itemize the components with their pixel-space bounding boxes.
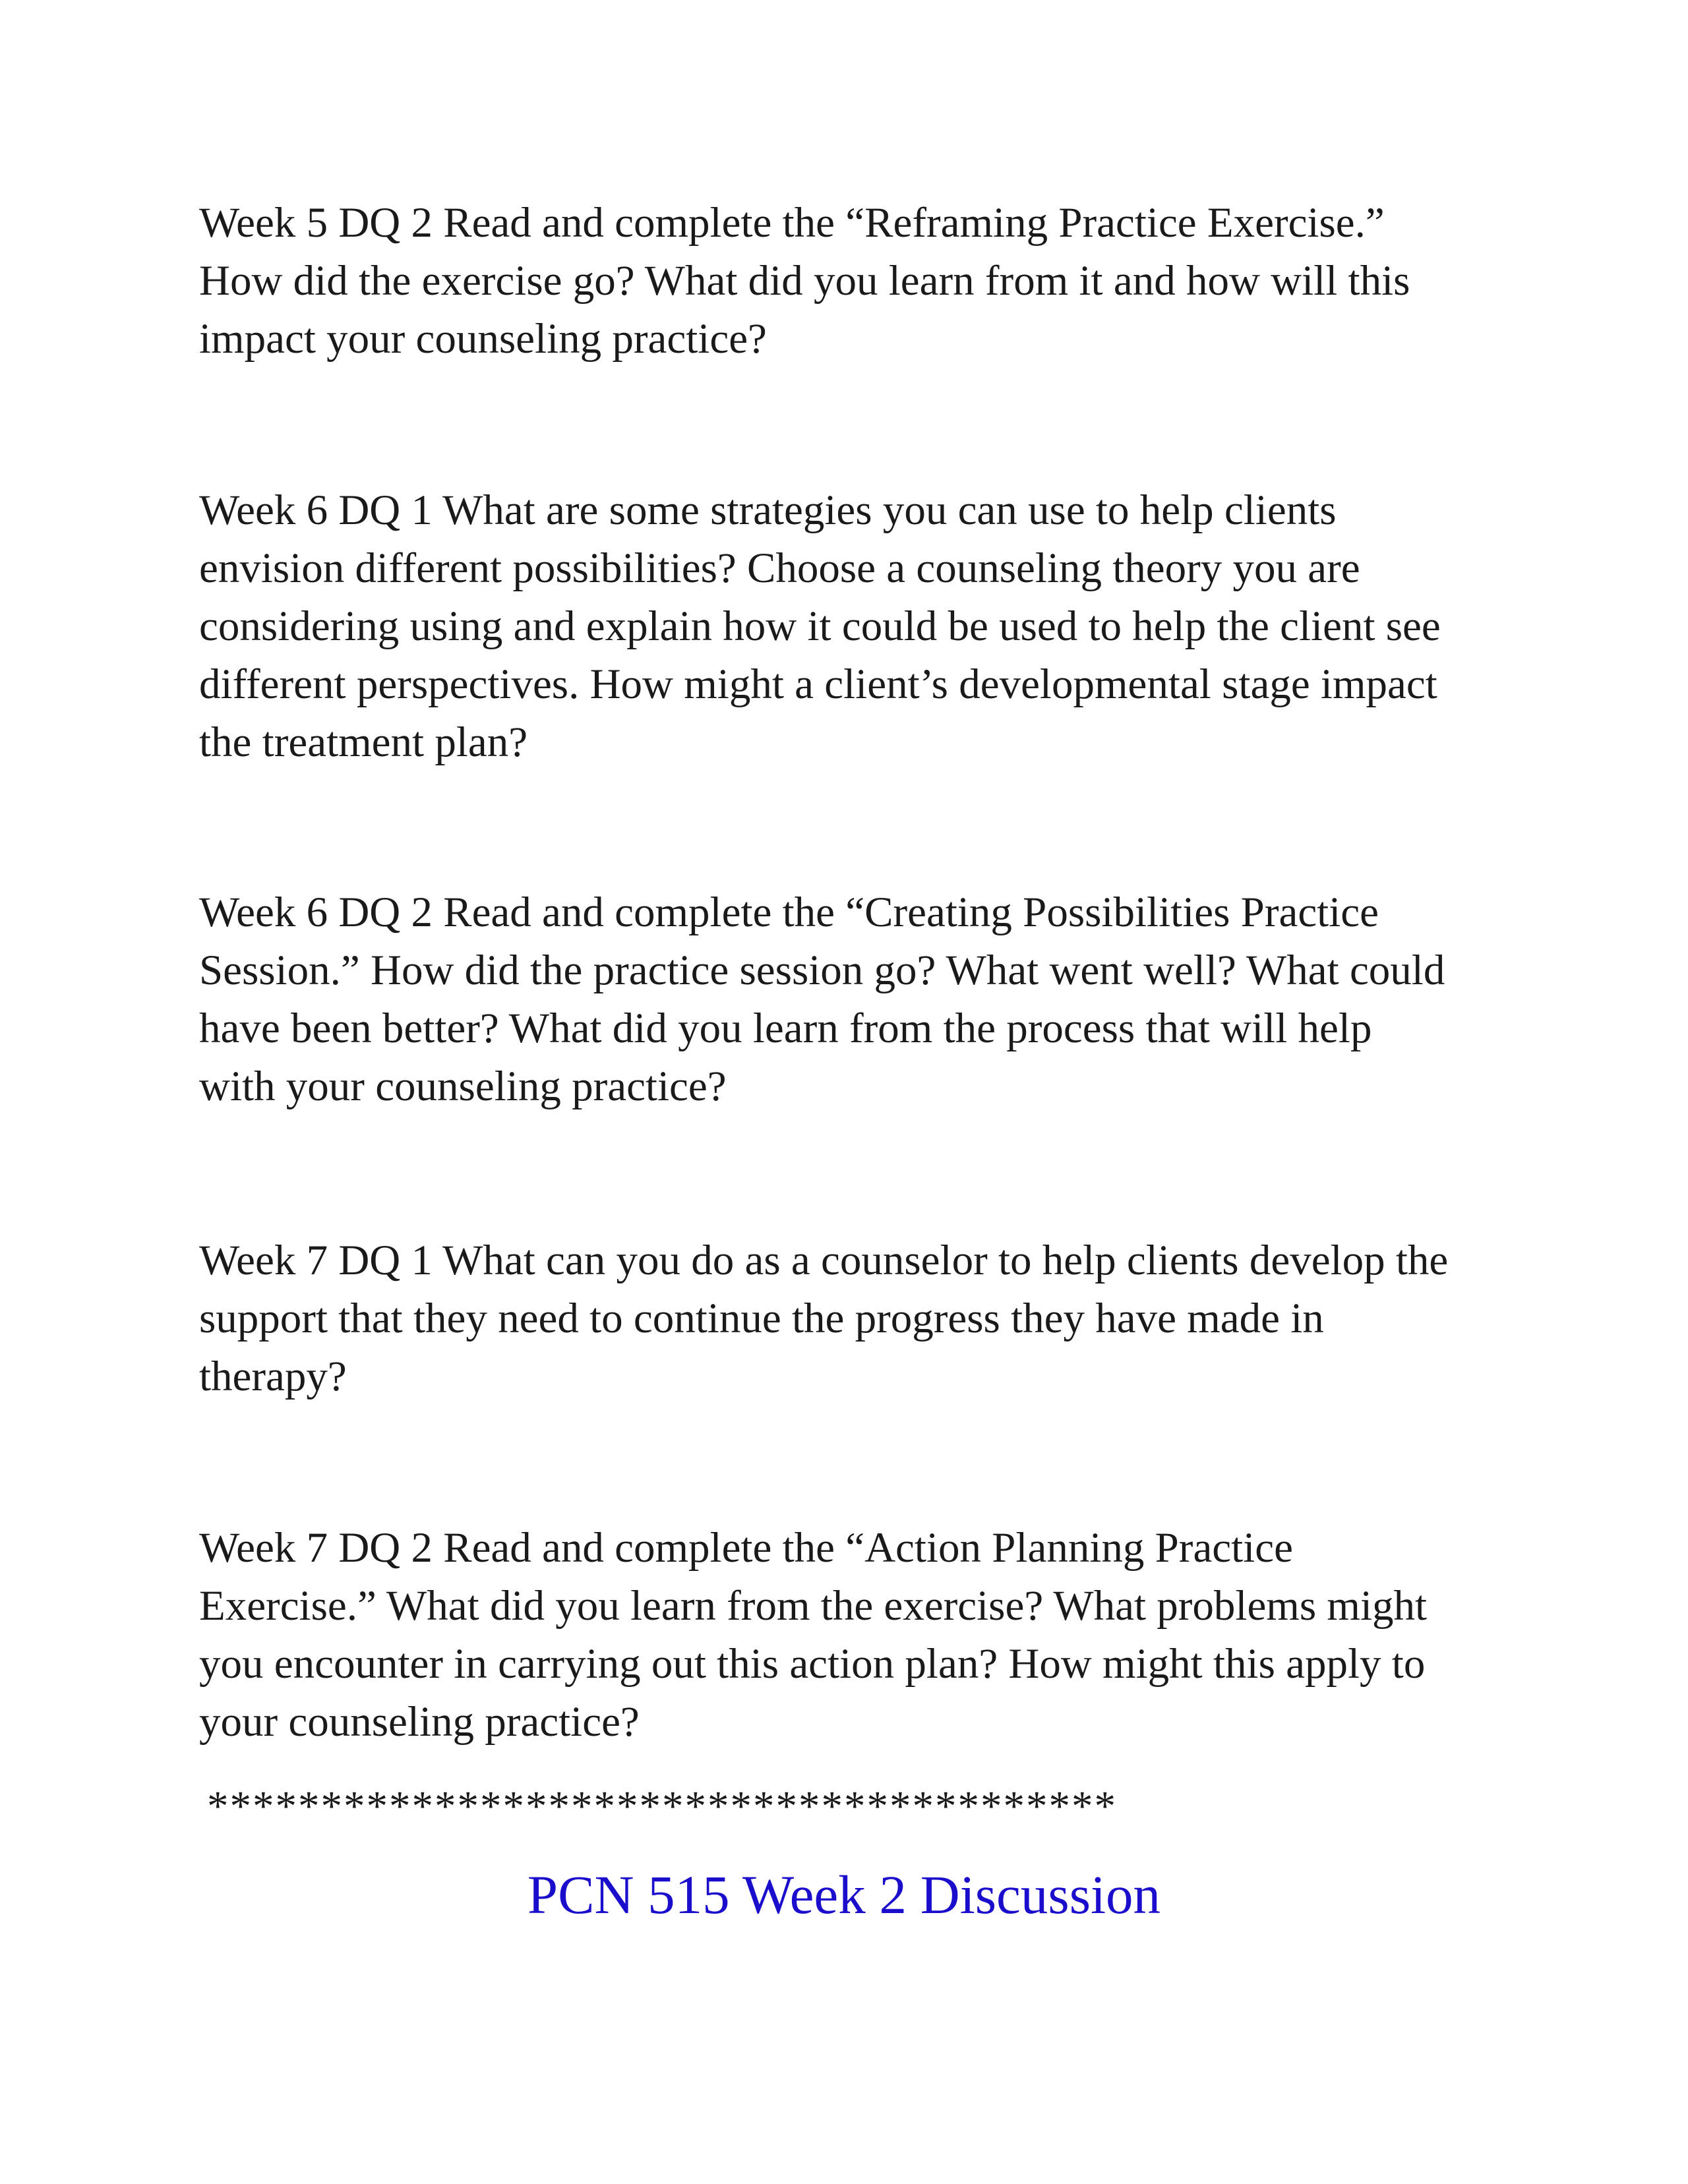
question-line: therapy? <box>199 1353 347 1400</box>
question-line: have been better? What did you learn from the process that will help <box>199 1005 1372 1052</box>
discussion-link-text[interactable]: PCN 515 Week 2 Discussion <box>527 1864 1161 1925</box>
question-line: Week 6 DQ 1 What are some strategies you can use to help clients <box>199 487 1337 534</box>
question-week5-dq2 <box>199 194 1518 368</box>
question-line: Week 7 DQ 1 What can you do as a counselor to help clients develop the <box>199 1237 1449 1284</box>
question-line: envision different possibilities? Choose a counseling theory you are <box>199 545 1360 592</box>
question-line: different perspectives. How might a client’s developmental stage impact <box>199 661 1437 708</box>
question-week7-dq2 <box>199 1519 1518 1751</box>
question-line: with your counseling practice? <box>199 1063 727 1110</box>
question-line: impact your counseling practice? <box>199 315 767 363</box>
question-line: your counseling practice? <box>199 1698 640 1746</box>
question-week6-dq2 <box>199 883 1518 1115</box>
question-line: the treatment plan? <box>199 719 528 766</box>
question-line: How did the exercise go? What did you learn from it and how will this <box>199 257 1410 305</box>
asterisk-separator: **************************************** <box>207 1783 1117 1830</box>
question-line: Week 7 DQ 2 Read and complete the “Action Planning Practice <box>199 1524 1293 1572</box>
question-week7-dq1 <box>199 1231 1518 1405</box>
question-line: Exercise.” What did you learn from the exercise? What problems might <box>199 1582 1428 1630</box>
discussion-link[interactable] <box>0 1862 1688 1928</box>
question-line: you encounter in carrying out this action plan? How might this apply to <box>199 1640 1426 1688</box>
question-line: Week 5 DQ 2 Read and complete the “Reframing Practice Exercise.” <box>199 199 1385 247</box>
question-line: Session.” How did the practice session go? What went well? What could <box>199 947 1445 994</box>
question-line: considering using and explain how it could be used to help the client see <box>199 603 1441 650</box>
question-line: Week 6 DQ 2 Read and complete the “Creating Possibilities Practice <box>199 889 1379 936</box>
question-line: support that they need to continue the progress they have made in <box>199 1295 1324 1342</box>
question-week6-dq1 <box>199 481 1518 771</box>
